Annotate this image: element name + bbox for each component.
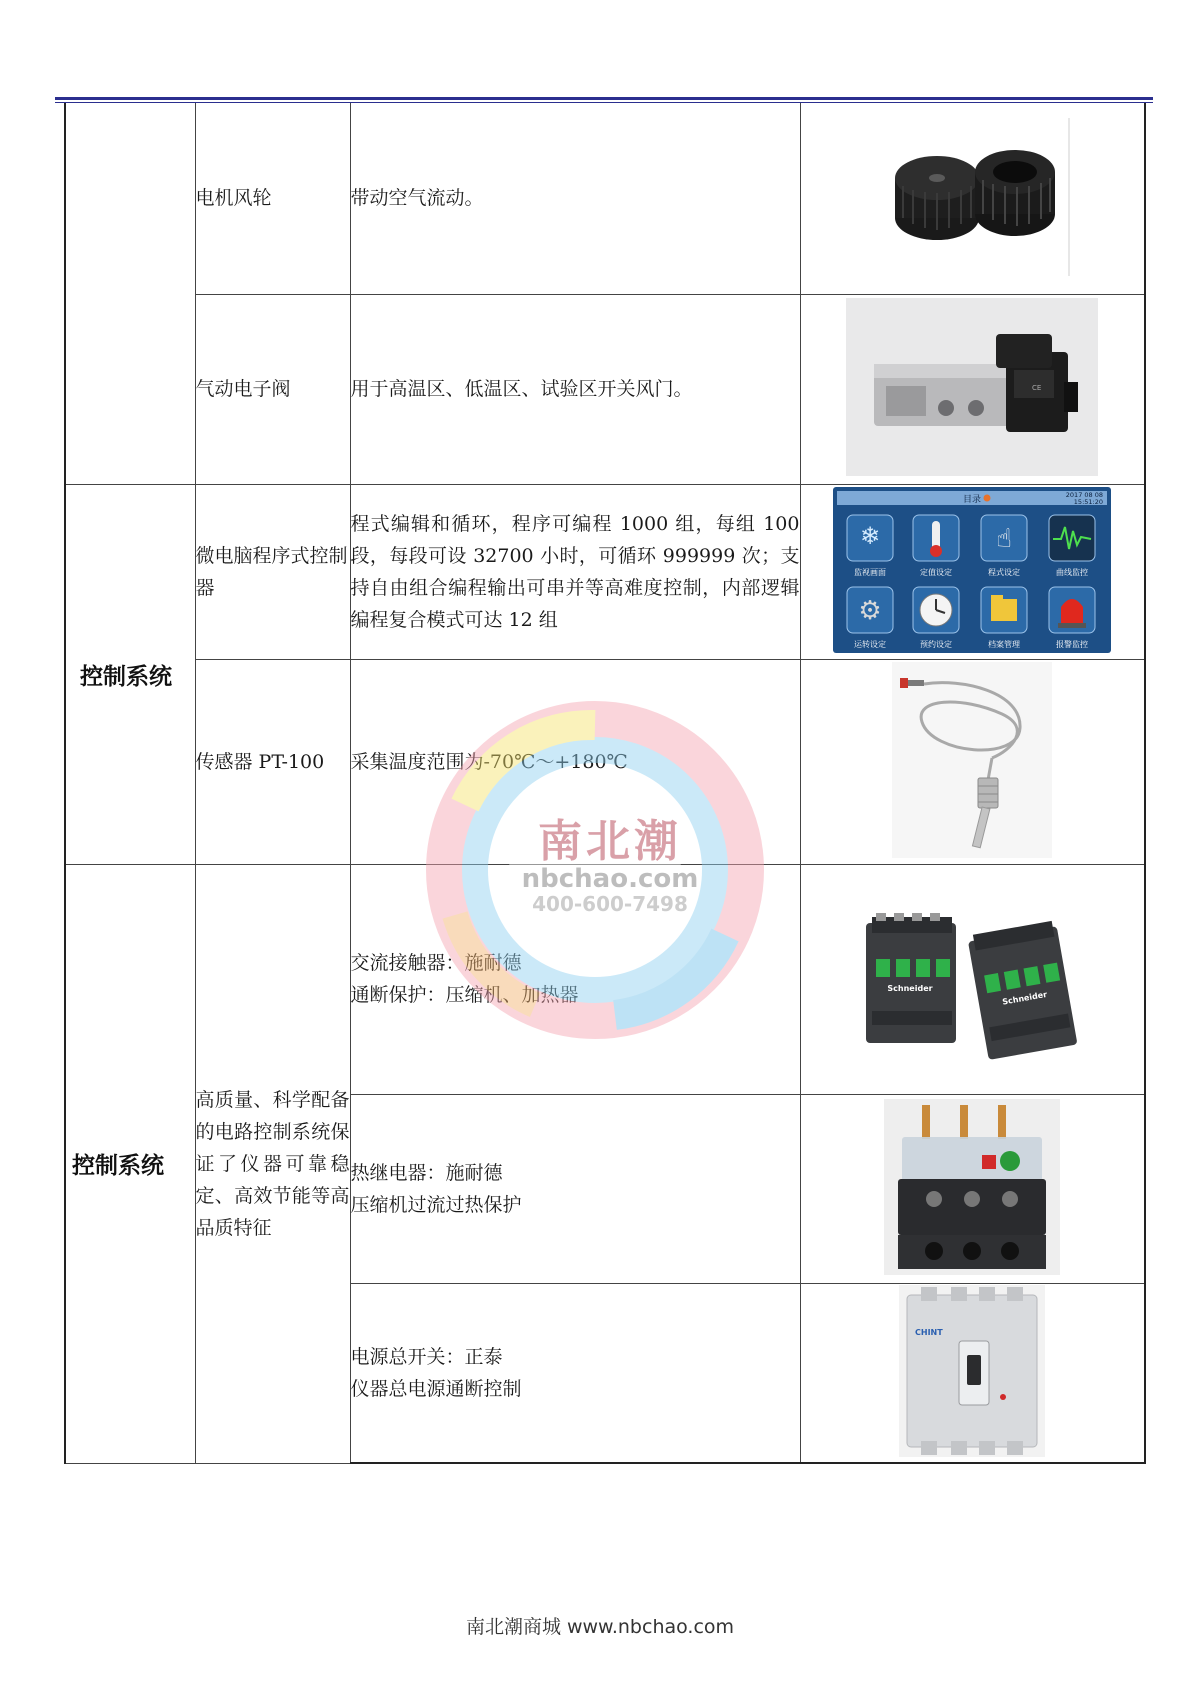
svg-text:☝: ☝: [996, 523, 1013, 554]
svg-text:预约设定: 预约设定: [920, 639, 953, 649]
watermark-cn: 南北潮: [538, 816, 682, 867]
screen-date: 2017 08 08: [1066, 490, 1104, 499]
svg-text:曲线监控: 曲线监控: [1056, 567, 1089, 577]
screen-title: 目录: [963, 494, 982, 505]
header-rule-thick: [55, 97, 1153, 100]
svg-text:报警监控: 报警监控: [1056, 639, 1089, 649]
svg-text:CE: CE: [1032, 384, 1042, 392]
svg-text:❄: ❄: [860, 521, 881, 550]
component-name: 电机风轮: [195, 103, 350, 294]
component-name: 微电脑程序式控制器: [195, 484, 350, 659]
alarm-dot-icon: [984, 494, 991, 501]
group-cell-empty: [65, 103, 195, 484]
table-row: [65, 864, 1145, 1094]
brand-label: Schneider: [1001, 989, 1048, 1007]
table-row: [65, 103, 1145, 294]
watermark-tel: 400-600-7498: [532, 892, 688, 916]
svg-text:档案管理: 档案管理: [988, 639, 1021, 649]
component-name: 传感器 PT-100: [195, 659, 350, 864]
screen-time: 15:51:20: [1074, 497, 1104, 506]
watermark-en: nbchao.com: [521, 864, 699, 894]
spec-table: [64, 103, 1146, 1464]
table-row: [65, 484, 1145, 659]
group-label-control-system: 控制系统: [65, 484, 195, 864]
svg-text:程式设定: 程式设定: [988, 567, 1021, 577]
svg-text:⚙: ⚙: [858, 595, 882, 626]
brand-label: Schneider: [887, 984, 933, 993]
thermal-relay-image: [800, 1094, 1145, 1283]
component-desc: 采集温度范围为-70℃～+180℃: [350, 659, 800, 864]
component-desc: 热继电器：施耐德 压缩机过流过热保护: [350, 1094, 800, 1283]
circuit-system-desc: 高质量、科学配备的电路控制系统保证了仪器可靠稳定、高效节能等高品质特征: [195, 864, 350, 1463]
table-row: [65, 659, 1145, 864]
component-desc: 交流接触器：施耐德 通断保护：压缩机、加热器: [350, 864, 800, 1094]
table-row: [65, 294, 1145, 484]
pt100-sensor-image: [800, 659, 1145, 864]
component-name: 气动电子阀: [195, 294, 350, 484]
component-desc: 电源总开关：正泰 仪器总电源通断控制: [350, 1283, 800, 1463]
solenoid-valve-image: [800, 294, 1145, 484]
svg-text:监视画面: 监视画面: [854, 567, 887, 577]
fan-wheel-image: [800, 103, 1145, 294]
svg-text:定值设定: 定值设定: [920, 567, 953, 577]
controller-screen-image: [800, 484, 1145, 659]
component-desc: 带动空气流动。: [350, 103, 800, 294]
group-label-control-system: 控制系统: [65, 864, 195, 1463]
svg-text:运转设定: 运转设定: [854, 639, 887, 649]
page-footer: 南北潮商城 www.nbchao.com: [465, 1616, 735, 1638]
main-switch-image: [800, 1283, 1145, 1463]
component-desc: 程式编辑和循环，程序可编程 1000 组，每组 100 段，每段可设 32700 小时，可循环 999999 次；支持自由组合编程输出可串并等高难度控制，内部逻辑编程复合模式可达 12 组: [350, 484, 800, 659]
ac-contactor-image: [800, 864, 1145, 1094]
brand-label: CHINT: [915, 1327, 943, 1337]
component-desc: 用于高温区、低温区、试验区开关风门。: [350, 294, 800, 484]
